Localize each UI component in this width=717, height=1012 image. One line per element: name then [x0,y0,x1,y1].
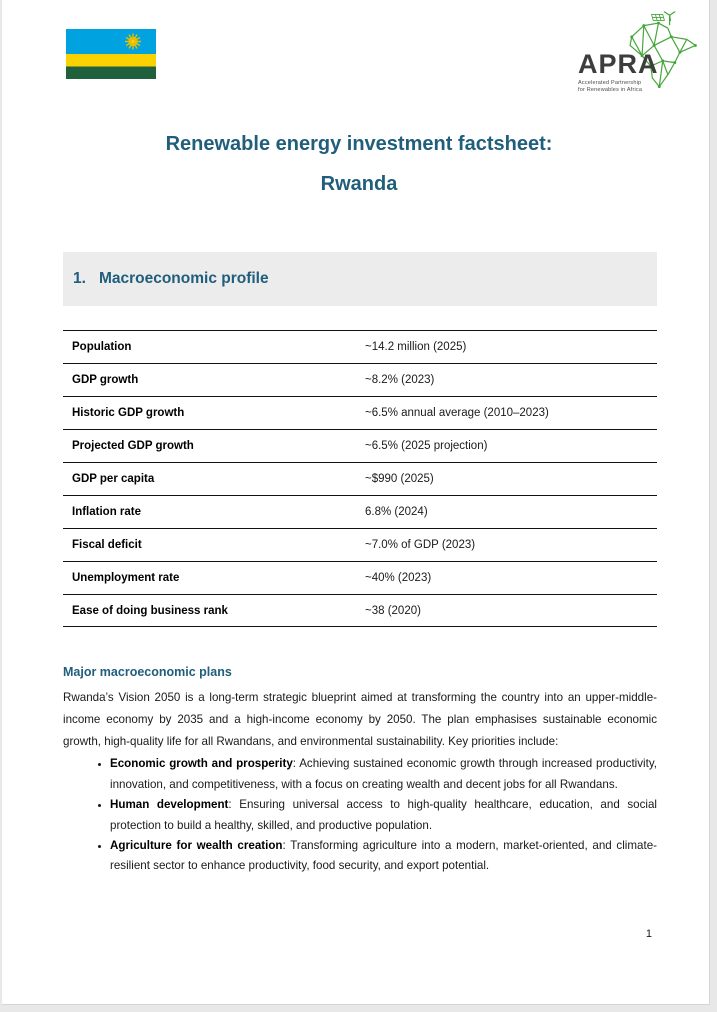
apra-tagline-line1: Accelerated Partnership [578,80,642,86]
section-title: Macroeconomic profile [98,270,269,287]
bullet-lead: Economic growth and prosperity [110,757,293,771]
plans-section [63,664,657,877]
table-row [63,495,657,528]
section-number: 1. [73,270,86,287]
table-row-label: GDP per capita [72,473,155,485]
list-item [110,754,657,795]
document-page [2,0,710,1005]
table-row-label: Ease of doing business rank [72,604,228,617]
wind-turbine-icon [664,12,674,25]
bullet-lead: Agriculture for wealth creation [110,839,283,853]
apra-brand-name: APRA [578,49,659,79]
table-row [63,330,657,363]
bullet-text: : Ensuring universal access to high-quality healthcare, education, and social protection to build a healthy, skilled, and productive population. [110,798,658,832]
solar-panel-icon [652,14,665,20]
document-title [61,133,657,195]
table-row-value: ~7.0% of GDP (2023) [365,539,476,551]
table-row [63,396,657,429]
plans-intro-paragraph: Rwanda’s Vision 2050 is a long-term strategic blueprint aimed at transforming the country into an upper-middle-income economy by 2035 and a high-income economy by 2050. The plan emphasises sustainable economic growth, high-quality life for all Rwandans, and environmental sustainability. Key priorities include: [63,691,657,748]
macroeconomic-table [63,330,657,627]
table-row [63,594,657,627]
table-row-label: Projected GDP growth [72,440,194,452]
table-row-label: Unemployment rate [72,572,180,584]
table-row-label: GDP growth [72,374,139,386]
table-row [63,429,657,462]
table-row-value: 6.8% (2024) [365,506,428,518]
table-row-value: ~$990 (2025) [365,473,434,485]
table-row [63,528,657,561]
apra-tagline-line2: for Renewables in Africa [578,86,643,93]
document-title-line2: Rwanda [320,173,398,195]
bullet-text: : Achieving sustained economic growth through increased productivity, innovation, and competitiveness, with a focus on creating wealth and decent jobs for all Rwandans. [110,757,657,791]
apra-logo-text [578,50,660,93]
table-row-label: Inflation rate [72,506,142,518]
document-title-line1: Renewable energy investment factsheet: [165,133,553,155]
list-item [110,836,657,877]
table-row-label: Historic GDP growth [72,407,185,419]
plans-heading: Major macroeconomic plans [63,665,232,679]
table-row-value: ~40% (2023) [365,572,432,584]
plans-bullet-list [63,754,657,876]
table-row-value: ~8.2% (2023) [365,374,435,386]
table-row-value: ~14.2 million (2025) [365,341,467,353]
table-row [63,363,657,396]
section-heading-macroeconomic-profile [63,252,657,306]
list-item [110,795,657,836]
table-row-label: Fiscal deficit [72,539,142,551]
table-row [63,561,657,594]
apra-tagline [578,80,660,93]
apra-logo [576,10,704,98]
table-row [63,462,657,495]
table-row-label: Population [72,341,132,353]
table-row-value: ~6.5% annual average (2010–2023) [365,407,549,419]
table-row-value: ~6.5% (2025 projection) [365,440,488,452]
bullet-text: : Transforming agriculture into a modern, market-oriented, and climate-resilient sector to enhance productivity, food security, and export potential. [110,839,657,873]
table-row-value: ~38 (2020) [365,604,421,617]
page-number: 1 [645,928,652,940]
rwanda-flag-icon [66,29,156,79]
bullet-lead: Human development [110,798,229,812]
